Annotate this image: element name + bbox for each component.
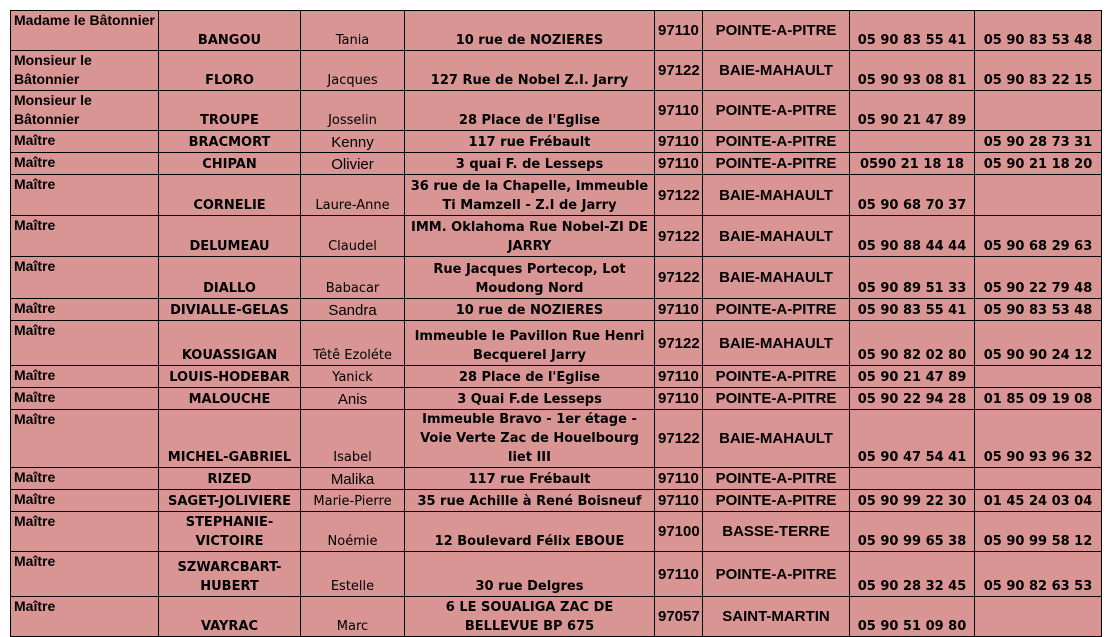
last-name-cell: KOUASSIGAN bbox=[159, 321, 301, 366]
postal-code-cell: 97110 bbox=[655, 552, 703, 597]
last-name-cell: BRACMORT bbox=[159, 131, 301, 153]
first-name-cell: Tania bbox=[301, 11, 405, 51]
address-cell: 30 rue Delgres bbox=[405, 552, 655, 597]
fax-cell: 05 90 83 53 48 bbox=[975, 299, 1102, 321]
fax-cell bbox=[975, 91, 1102, 131]
phone-cell: 05 90 28 32 45 bbox=[850, 552, 975, 597]
phone-cell: 05 90 83 55 41 bbox=[850, 299, 975, 321]
postal-code-cell: 97122 bbox=[655, 51, 703, 91]
table-row bbox=[11, 321, 1102, 366]
table-row bbox=[11, 490, 1102, 512]
table-row bbox=[11, 388, 1102, 410]
address-cell: 117 rue Frébault bbox=[405, 468, 655, 490]
city-cell: BAIE-MAHAULT bbox=[703, 410, 850, 468]
last-name-cell: CHIPAN bbox=[159, 153, 301, 175]
table-row bbox=[11, 153, 1102, 175]
last-name-cell: DIVIALLE-GELAS bbox=[159, 299, 301, 321]
title-cell: Maître bbox=[11, 512, 159, 552]
table-row bbox=[11, 597, 1102, 637]
phone-cell: 05 90 89 51 33 bbox=[850, 257, 975, 299]
table-row bbox=[11, 91, 1102, 131]
city-cell: POINTE-A-PITRE bbox=[703, 552, 850, 597]
table-row bbox=[11, 257, 1102, 299]
last-name-cell: TROUPE bbox=[159, 91, 301, 131]
phone-cell: 05 90 21 47 89 bbox=[850, 366, 975, 388]
fax-cell: 05 90 83 22 15 bbox=[975, 51, 1102, 91]
city-cell: POINTE-A-PITRE bbox=[703, 153, 850, 175]
fax-cell: 05 90 21 18 20 bbox=[975, 153, 1102, 175]
postal-code-cell: 97110 bbox=[655, 490, 703, 512]
table-row bbox=[11, 216, 1102, 257]
title-cell: Monsieur le Bâtonnier bbox=[11, 91, 159, 131]
first-name-cell: Jacques bbox=[301, 51, 405, 91]
postal-code-cell: 97110 bbox=[655, 388, 703, 410]
title-cell: Maître bbox=[11, 597, 159, 637]
city-cell: POINTE-A-PITRE bbox=[703, 388, 850, 410]
phone-cell bbox=[850, 468, 975, 490]
city-cell: BAIE-MAHAULT bbox=[703, 175, 850, 216]
city-cell: BAIE-MAHAULT bbox=[703, 216, 850, 257]
address-cell: 3 Quai F.de Lesseps bbox=[405, 388, 655, 410]
last-name-cell: CORNELIE bbox=[159, 175, 301, 216]
address-cell: Immeuble le Pavillon Rue Henri Becquerel Jarry bbox=[405, 321, 655, 366]
phone-cell: 05 90 21 47 89 bbox=[850, 91, 975, 131]
phone-cell: 05 90 68 70 37 bbox=[850, 175, 975, 216]
postal-code-cell: 97057 bbox=[655, 597, 703, 637]
address-cell: Immeuble Bravo - 1er étage - Voie Verte Zac de Houelbourg liet III bbox=[405, 410, 655, 468]
postal-code-cell: 97110 bbox=[655, 153, 703, 175]
postal-code-cell: 97110 bbox=[655, 299, 703, 321]
first-name-cell: Têtê Ezoléte bbox=[301, 321, 405, 366]
address-cell: 3 quai F. de Lesseps bbox=[405, 153, 655, 175]
phone-cell bbox=[850, 131, 975, 153]
table-row bbox=[11, 11, 1102, 51]
title-cell: Maître bbox=[11, 257, 159, 299]
postal-code-cell: 97122 bbox=[655, 257, 703, 299]
address-cell: IMM. Oklahoma Rue Nobel-ZI DE JARRY bbox=[405, 216, 655, 257]
address-cell: 35 rue Achille à René Boisneuf bbox=[405, 490, 655, 512]
city-cell: BAIE-MAHAULT bbox=[703, 321, 850, 366]
table-row bbox=[11, 410, 1102, 468]
city-cell: POINTE-A-PITRE bbox=[703, 131, 850, 153]
phone-cell: 05 90 51 09 80 bbox=[850, 597, 975, 637]
last-name-cell: DELUMEAU bbox=[159, 216, 301, 257]
fax-cell: 05 90 22 79 48 bbox=[975, 257, 1102, 299]
first-name-cell: Kenny bbox=[301, 131, 405, 153]
table-row bbox=[11, 366, 1102, 388]
last-name-cell: MICHEL-GABRIEL bbox=[159, 410, 301, 468]
address-cell: Rue Jacques Portecop, Lot Moudong Nord bbox=[405, 257, 655, 299]
address-cell: 12 Boulevard Félix EBOUE bbox=[405, 512, 655, 552]
first-name-cell: Marie-Pierre bbox=[301, 490, 405, 512]
title-cell: Maître bbox=[11, 175, 159, 216]
fax-cell: 01 85 09 19 08 bbox=[975, 388, 1102, 410]
last-name-cell: VAYRAC bbox=[159, 597, 301, 637]
table-row bbox=[11, 131, 1102, 153]
first-name-cell: Olivier bbox=[301, 153, 405, 175]
last-name-cell: SZWARCBART-HUBERT bbox=[159, 552, 301, 597]
city-cell: BAIE-MAHAULT bbox=[703, 257, 850, 299]
postal-code-cell: 97122 bbox=[655, 175, 703, 216]
title-cell: Maître bbox=[11, 216, 159, 257]
title-cell: Maître bbox=[11, 153, 159, 175]
phone-cell: 05 90 82 02 80 bbox=[850, 321, 975, 366]
fax-cell bbox=[975, 366, 1102, 388]
postal-code-cell: 97122 bbox=[655, 410, 703, 468]
first-name-cell: Malika bbox=[301, 468, 405, 490]
city-cell: POINTE-A-PITRE bbox=[703, 468, 850, 490]
city-cell: POINTE-A-PITRE bbox=[703, 366, 850, 388]
fax-cell: 05 90 90 24 12 bbox=[975, 321, 1102, 366]
table-row bbox=[11, 468, 1102, 490]
postal-code-cell: 97110 bbox=[655, 11, 703, 51]
postal-code-cell: 97100 bbox=[655, 512, 703, 552]
last-name-cell: MALOUCHE bbox=[159, 388, 301, 410]
table-body bbox=[11, 11, 1102, 637]
address-cell: 28 Place de l'Eglise bbox=[405, 91, 655, 131]
title-cell: Madame le Bâtonnier bbox=[11, 11, 159, 51]
first-name-cell: Josselin bbox=[301, 91, 405, 131]
phone-cell: 0590 21 18 18 bbox=[850, 153, 975, 175]
address-cell: 36 rue de la Chapelle, Immeuble Ti Mamzell - Z.I de Jarry bbox=[405, 175, 655, 216]
address-cell: 117 rue Frébault bbox=[405, 131, 655, 153]
postal-code-cell: 97110 bbox=[655, 131, 703, 153]
last-name-cell: FLORO bbox=[159, 51, 301, 91]
address-cell: 10 rue de NOZIERES bbox=[405, 11, 655, 51]
title-cell: Maître bbox=[11, 552, 159, 597]
first-name-cell: Babacar bbox=[301, 257, 405, 299]
last-name-cell: DIALLO bbox=[159, 257, 301, 299]
fax-cell: 05 90 83 53 48 bbox=[975, 11, 1102, 51]
city-cell: BAIE-MAHAULT bbox=[703, 51, 850, 91]
postal-code-cell: 97122 bbox=[655, 216, 703, 257]
first-name-cell: Laure-Anne bbox=[301, 175, 405, 216]
table-row bbox=[11, 175, 1102, 216]
city-cell: POINTE-A-PITRE bbox=[703, 11, 850, 51]
postal-code-cell: 97122 bbox=[655, 321, 703, 366]
title-cell: Maître bbox=[11, 468, 159, 490]
phone-cell: 05 90 22 94 28 bbox=[850, 388, 975, 410]
first-name-cell: Yanick bbox=[301, 366, 405, 388]
postal-code-cell: 97110 bbox=[655, 468, 703, 490]
address-cell: 6 LE SOUALIGA ZAC DE BELLEVUE BP 675 bbox=[405, 597, 655, 637]
title-cell: Maître bbox=[11, 299, 159, 321]
fax-cell: 05 90 99 58 12 bbox=[975, 512, 1102, 552]
fax-cell: 05 90 93 96 32 bbox=[975, 410, 1102, 468]
city-cell: POINTE-A-PITRE bbox=[703, 490, 850, 512]
lawyer-directory-table bbox=[10, 10, 1102, 637]
fax-cell bbox=[975, 468, 1102, 490]
title-cell: Maître bbox=[11, 321, 159, 366]
fax-cell: 05 90 82 63 53 bbox=[975, 552, 1102, 597]
phone-cell: 05 90 47 54 41 bbox=[850, 410, 975, 468]
first-name-cell: Sandra bbox=[301, 299, 405, 321]
city-cell: POINTE-A-PITRE bbox=[703, 299, 850, 321]
table-row bbox=[11, 512, 1102, 552]
title-cell: Maître bbox=[11, 490, 159, 512]
last-name-cell: BANGOU bbox=[159, 11, 301, 51]
title-cell: Maître bbox=[11, 410, 159, 468]
first-name-cell: Noémie bbox=[301, 512, 405, 552]
address-cell: 10 rue de NOZIERES bbox=[405, 299, 655, 321]
city-cell: POINTE-A-PITRE bbox=[703, 91, 850, 131]
table-row bbox=[11, 51, 1102, 91]
city-cell: SAINT-MARTIN bbox=[703, 597, 850, 637]
title-cell: Maître bbox=[11, 131, 159, 153]
address-cell: 127 Rue de Nobel Z.I. Jarry bbox=[405, 51, 655, 91]
postal-code-cell: 97110 bbox=[655, 366, 703, 388]
phone-cell: 05 90 99 65 38 bbox=[850, 512, 975, 552]
address-cell: 28 Place de l'Eglise bbox=[405, 366, 655, 388]
phone-cell: 05 90 83 55 41 bbox=[850, 11, 975, 51]
fax-cell: 05 90 28 73 31 bbox=[975, 131, 1102, 153]
table-row bbox=[11, 552, 1102, 597]
first-name-cell: Anis bbox=[301, 388, 405, 410]
fax-cell: 05 90 68 29 63 bbox=[975, 216, 1102, 257]
title-cell: Monsieur le Bâtonnier bbox=[11, 51, 159, 91]
first-name-cell: Estelle bbox=[301, 552, 405, 597]
postal-code-cell: 97110 bbox=[655, 91, 703, 131]
last-name-cell: LOUIS-HODEBAR bbox=[159, 366, 301, 388]
phone-cell: 05 90 99 22 30 bbox=[850, 490, 975, 512]
first-name-cell: Marc bbox=[301, 597, 405, 637]
last-name-cell: SAGET-JOLIVIERE bbox=[159, 490, 301, 512]
title-cell: Maître bbox=[11, 366, 159, 388]
phone-cell: 05 90 88 44 44 bbox=[850, 216, 975, 257]
phone-cell: 05 90 93 08 81 bbox=[850, 51, 975, 91]
fax-cell: 01 45 24 03 04 bbox=[975, 490, 1102, 512]
city-cell: BASSE-TERRE bbox=[703, 512, 850, 552]
table-row bbox=[11, 299, 1102, 321]
fax-cell bbox=[975, 175, 1102, 216]
first-name-cell: Claudel bbox=[301, 216, 405, 257]
last-name-cell: STEPHANIE-VICTOIRE bbox=[159, 512, 301, 552]
first-name-cell: Isabel bbox=[301, 410, 405, 468]
fax-cell bbox=[975, 597, 1102, 637]
title-cell: Maître bbox=[11, 388, 159, 410]
last-name-cell: RIZED bbox=[159, 468, 301, 490]
